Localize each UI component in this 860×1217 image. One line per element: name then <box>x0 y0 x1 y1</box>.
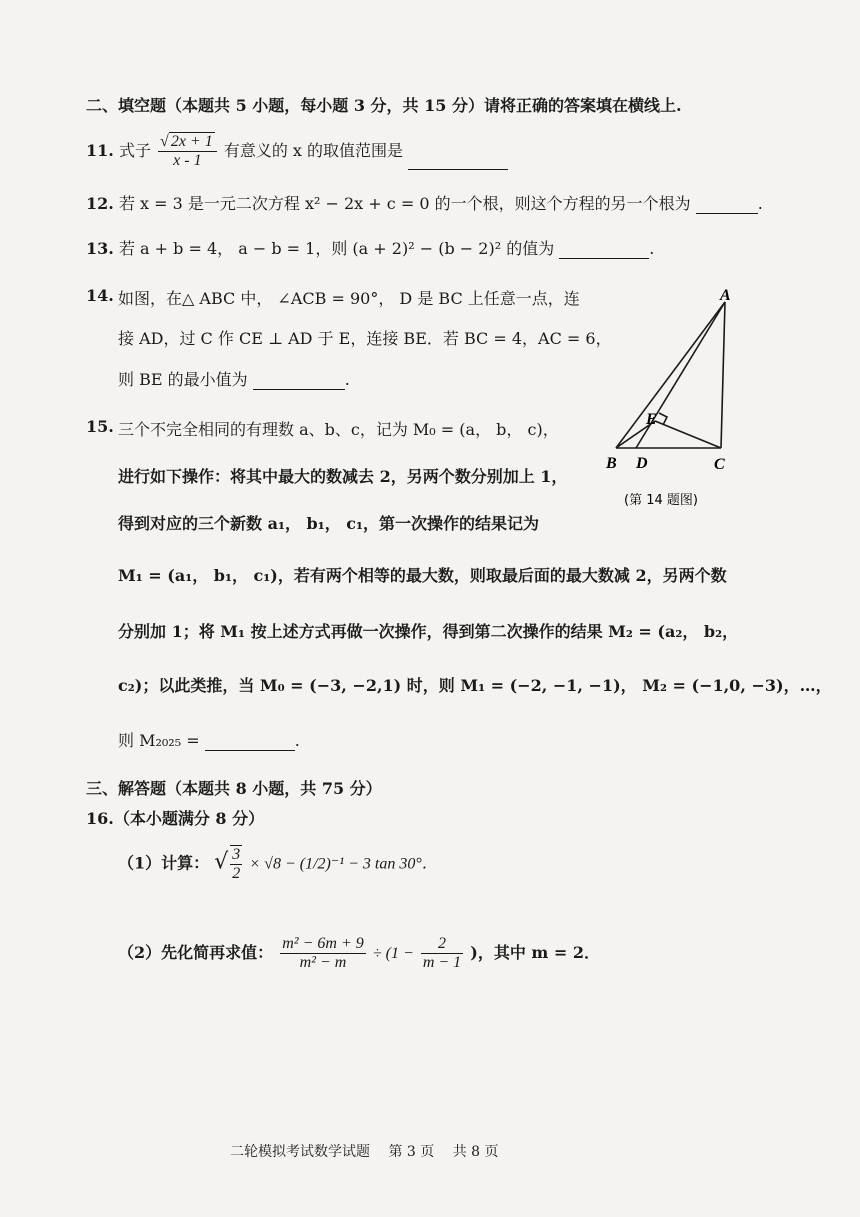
question-15-line-7-text: 则 M₂₀₂₅ = <box>118 731 200 750</box>
question-13-text: 若 a + b = 4， a − b = 1，则 (a + 2)² − (b − 2)² 的值为 <box>118 239 555 258</box>
figure-caption: (第 14 题图) <box>624 493 698 508</box>
triangle-figure <box>598 282 748 512</box>
sqrt-fraction <box>230 845 242 883</box>
answer-blank[interactable] <box>205 736 295 751</box>
question-number: 15. <box>86 417 114 436</box>
answer-blank[interactable] <box>408 155 508 170</box>
inner-fraction-numerator: 2 <box>438 935 446 952</box>
question-15-line-3: 得到对应的三个新数 a₁， b₁， c₁，第一次操作的结果记为 <box>118 514 540 533</box>
question-16-part-2 <box>118 935 600 972</box>
question-15-line-2: 进行如下操作：将其中最大的数减去 2，另两个数分别加上 1， <box>118 467 568 486</box>
question-11-pre: 式子 <box>118 141 151 160</box>
question-14-line-1: 如图，在△ ABC 中， ∠ACB = 90°， D 是 BC 上任意一点，连 <box>118 289 580 308</box>
question-number: 13. <box>86 239 114 258</box>
inner-fraction-denominator: m − 1 <box>422 954 462 971</box>
main-fraction-numerator: m² − 6m + 9 <box>282 935 364 952</box>
question-15-line-1: 三个不完全相同的有理数 a、b、c，记为 M₀ = (a， b， c)， <box>118 420 559 439</box>
fraction: $\frac{√ 2x + 1}{x - 1}$ <box>158 133 217 170</box>
section-3-heading: 三、解答题（本题共 8 小题，共 75 分） <box>86 779 382 798</box>
main-fraction <box>280 935 366 972</box>
question-15-line-7: 则 M₂₀₂₅ = . <box>118 731 300 750</box>
question-12: 12. 若 x = 3 是一元二次方程 x² − 2x + c = 0 的一个根，则这个方程的另一个根为 . <box>86 194 763 213</box>
label-d: D <box>636 455 648 472</box>
section-2-heading: 二、填空题（本题共 5 小题，每小题 3 分，共 15 分）请将正确的答案填在横线上. <box>86 96 682 115</box>
answer-blank[interactable] <box>696 199 758 214</box>
question-12-text: 若 x = 3 是一元二次方程 x² − 2x + c = 0 的一个根，则这个方程的另一个根为 <box>118 194 691 213</box>
part-2-post: )，其中 m = 2． <box>470 943 601 962</box>
line-ac <box>721 302 725 448</box>
question-number: 16. <box>86 809 114 828</box>
part-2-middle: ÷ (1 − <box>372 945 414 962</box>
question-11-post: 有意义的 x 的取值范围是 <box>223 141 404 160</box>
question-14-line-3: 则 BE 的最小值为 . <box>118 370 350 389</box>
sqrt-fraction-numerator: 3 <box>232 846 241 863</box>
question-14-line-2: 接 AD，过 C 作 CE ⊥ AD 于 E，连接 BE．若 BC = 4，AC = 6， <box>118 329 612 348</box>
part-1-expression: × √8 − (1/2)⁻¹ − 3 tan 30°． <box>249 855 438 873</box>
fraction-numerator: 2x + 1 <box>170 133 213 150</box>
answer-blank[interactable] <box>559 244 649 259</box>
main-fraction-denominator: m² − m <box>280 953 366 972</box>
question-number: 11. <box>86 141 114 160</box>
page-footer: 二轮模拟考试数学试题 第 3 页 共 8 页 <box>230 1144 499 1160</box>
line-ab <box>616 302 725 448</box>
question-number: 12. <box>86 194 114 213</box>
question-15-line-4: M₁ = (a₁， b₁， c₁)，若有两个相等的最大数，则取最后面的最大数减 2，另两个数 <box>118 566 727 585</box>
question-15-line-5: 分别加 1；将 M₁ 按上述方式再做一次操作，得到第二次操作的结果 M₂ = (a₂， b₂， <box>118 622 739 641</box>
label-a: A <box>720 287 731 304</box>
fraction-denominator: x - 1 <box>158 151 217 170</box>
label-e: E <box>646 411 657 428</box>
part-1-label: （1）计算： <box>118 853 210 873</box>
part-2-label: （2）先化简再求值： <box>118 943 274 962</box>
question-16-note: （本小题满分 8 分） <box>113 809 265 828</box>
question-13: 13. 若 a + b = 4， a − b = 1，则 (a + 2)² − (b − 2)² 的值为 . <box>86 239 655 258</box>
label-c: C <box>714 456 725 473</box>
inner-fraction <box>421 935 463 972</box>
answer-blank[interactable] <box>253 375 345 390</box>
line-ce <box>655 421 721 448</box>
question-14-line-3-text: 则 BE 的最小值为 <box>118 370 248 389</box>
question-16-part-1: （1）计算： √ $\frac{3}{2}$ × √8 − (1/2)⁻¹ − 3 tan 30°． <box>118 846 438 882</box>
question-number: 14. <box>86 286 114 305</box>
question-15-line-6: c₂)；以此类推，当 M₀ = (−3, −2,1) 时，则 M₁ = (−2, −1, −1)， M₂ = (−1,0, −3)，…， <box>118 676 832 695</box>
sqrt-fraction-denominator: 2 <box>232 865 241 882</box>
label-b: B <box>606 455 617 472</box>
question-11 <box>86 133 508 170</box>
question-16-header <box>86 806 264 829</box>
